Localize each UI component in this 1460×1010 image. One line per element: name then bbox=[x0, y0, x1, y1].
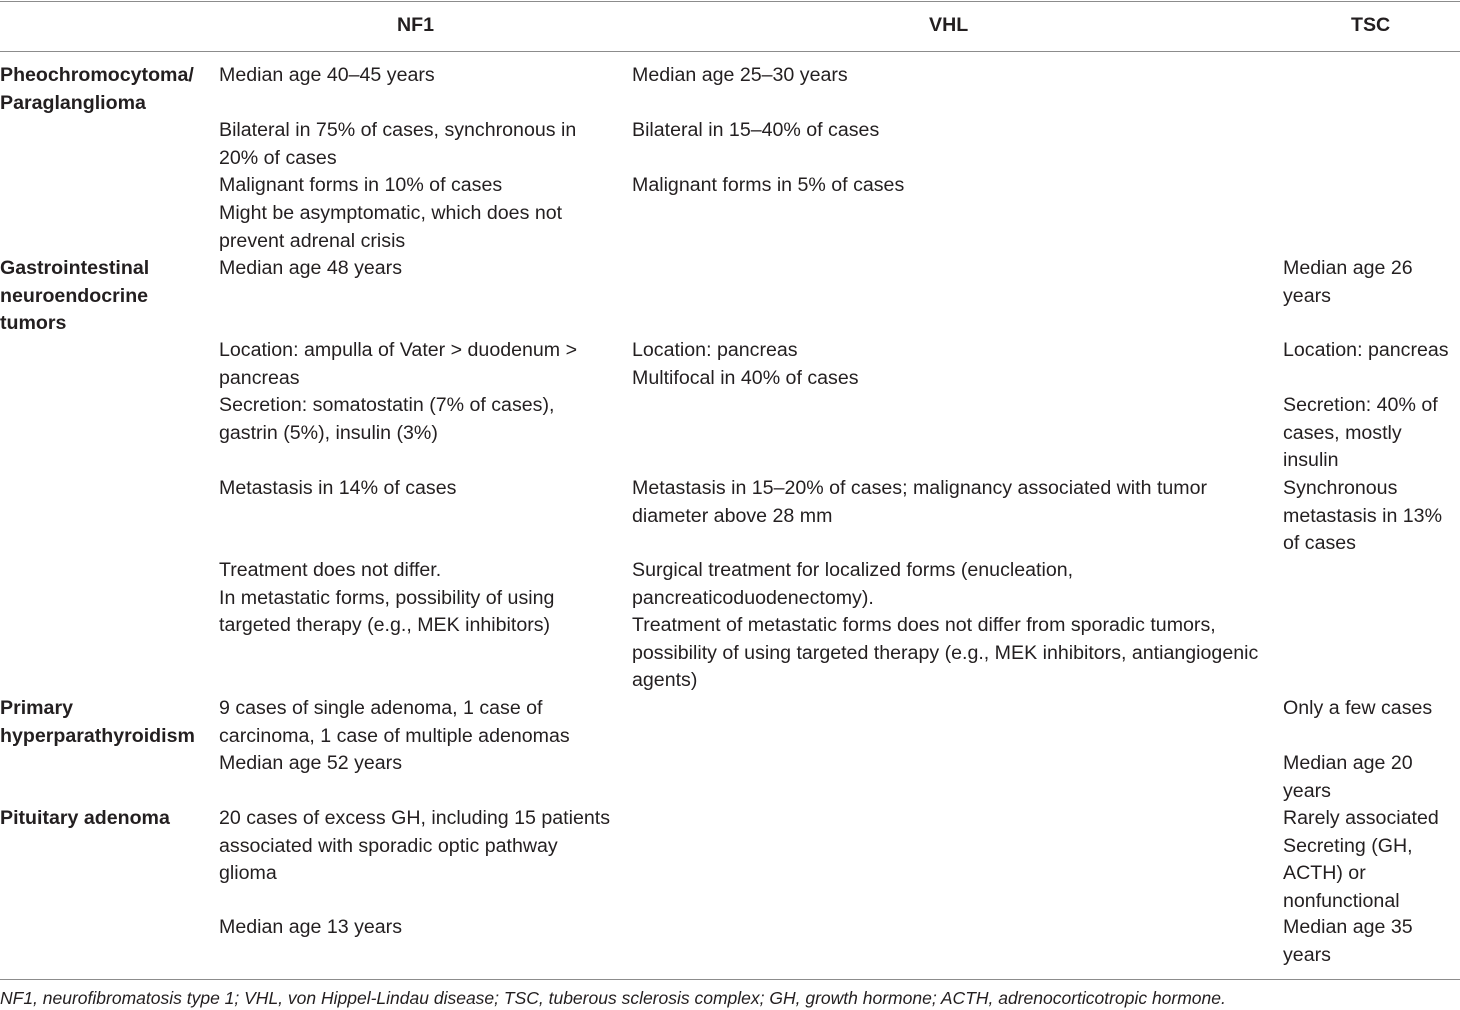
cell-line: possibility of using targeted therapy (e.g., MEK inhibitors, antiangiogenic bbox=[632, 641, 1259, 664]
table-cell-nf1 bbox=[219, 172, 502, 200]
row-label bbox=[0, 62, 194, 117]
cell-line: Location: pancreas bbox=[632, 339, 798, 361]
row-label-line: Pituitary adenoma bbox=[0, 807, 170, 829]
table-cell-nf1 bbox=[219, 475, 456, 503]
table-cell-vhl bbox=[632, 172, 904, 200]
cell-line: Multifocal in 40% of cases bbox=[632, 366, 859, 389]
cell-line: Secretion: somatostatin (7% of cases), bbox=[219, 394, 555, 416]
cell-line: Synchronous bbox=[1283, 477, 1398, 499]
table-cell-tsc bbox=[1283, 475, 1442, 558]
table-cell-nf1 bbox=[219, 557, 554, 640]
cell-line: gastrin (5%), insulin (3%) bbox=[219, 421, 438, 444]
table-cell-vhl bbox=[632, 337, 859, 392]
cell-line: pancreaticoduodenectomy). bbox=[632, 586, 874, 609]
cell-line: cases, mostly bbox=[1283, 421, 1402, 444]
row-label-line: Paraglanglioma bbox=[0, 91, 146, 114]
cell-line: Bilateral in 15–40% of cases bbox=[632, 119, 880, 141]
cell-line: diameter above 28 mm bbox=[632, 504, 833, 527]
cell-line: metastasis in 13% bbox=[1283, 504, 1442, 527]
cell-line: Treatment does not differ. bbox=[219, 559, 442, 581]
cell-line: Location: ampulla of Vater > duodenum > bbox=[219, 339, 578, 361]
cell-line: pancreas bbox=[219, 366, 300, 389]
cell-line: 20 cases of excess GH, including 15 patients bbox=[219, 807, 611, 829]
cell-line: glioma bbox=[219, 862, 277, 884]
cell-line: Metastasis in 14% of cases bbox=[219, 477, 457, 499]
table-cell-nf1 bbox=[219, 337, 577, 392]
table-bottom-rule bbox=[0, 979, 1460, 980]
table-cell-vhl bbox=[632, 557, 1258, 695]
cell-line: Median age 52 years bbox=[219, 752, 402, 774]
table-cell-nf1 bbox=[219, 117, 576, 172]
table-cell-nf1 bbox=[219, 392, 554, 447]
table-cell-tsc bbox=[1283, 255, 1413, 310]
table-cell-tsc bbox=[1283, 914, 1413, 969]
row-label-line: tumors bbox=[0, 312, 67, 334]
cell-line: Treatment of metastatic forms does not differ from sporadic tumors, bbox=[632, 614, 1216, 636]
table-cell-nf1 bbox=[219, 200, 562, 255]
cell-line: 9 cases of single adenoma, 1 case of bbox=[219, 697, 543, 719]
cell-line: years bbox=[1283, 943, 1331, 966]
row-label bbox=[0, 695, 195, 750]
cell-line: Malignant forms in 10% of cases bbox=[219, 174, 503, 196]
cell-line: Median age 20 bbox=[1283, 752, 1413, 774]
table-cell-nf1 bbox=[219, 695, 570, 750]
cell-line: prevent adrenal crisis bbox=[219, 229, 406, 252]
table-cell-tsc bbox=[1283, 750, 1413, 805]
row-label-line: hyperparathyroidism bbox=[0, 724, 195, 747]
table-cell-nf1 bbox=[219, 255, 402, 283]
cell-line: Metastasis in 15–20% of cases; malignancy associated with tumor bbox=[632, 477, 1208, 499]
cell-line: agents) bbox=[632, 669, 698, 691]
table-cell-nf1 bbox=[219, 914, 402, 942]
cell-line: ACTH) or bbox=[1283, 862, 1366, 884]
cell-line: Secretion: 40% of bbox=[1283, 394, 1438, 416]
cell-line: Only a few cases bbox=[1283, 697, 1433, 719]
cell-line: of cases bbox=[1283, 532, 1356, 554]
column-header-tsc: TSC bbox=[1351, 14, 1391, 36]
cell-line: Surgical treatment for localized forms (enucleation, bbox=[632, 559, 1074, 581]
cell-line: Median age 35 bbox=[1283, 916, 1413, 938]
cell-line: Might be asymptomatic, which does not bbox=[219, 202, 563, 224]
table-cell-tsc bbox=[1283, 337, 1449, 365]
cell-line: Malignant forms in 5% of cases bbox=[632, 174, 905, 196]
column-header-nf1: NF1 bbox=[397, 14, 435, 36]
cell-line: Secreting (GH, bbox=[1283, 834, 1413, 857]
row-label-line: Gastrointestinal bbox=[0, 257, 150, 279]
cell-line: Median age 25–30 years bbox=[632, 64, 848, 86]
cell-line: nonfunctional bbox=[1283, 889, 1400, 912]
table-cell-tsc bbox=[1283, 695, 1432, 723]
table-cell-nf1 bbox=[219, 750, 402, 778]
cell-line: years bbox=[1283, 779, 1331, 802]
cell-line: Bilateral in 75% of cases, synchronous in bbox=[219, 119, 577, 141]
cell-line: Rarely associated bbox=[1283, 807, 1439, 829]
table-footnote: NF1, neurofibromatosis type 1; VHL, von Hippel-Lindau disease; TSC, tuberous sclerosis complex; GH, growth hormone; ACTH, adrenocorticotropic hormone. bbox=[0, 988, 1226, 1008]
table-cell-nf1 bbox=[219, 805, 610, 888]
cell-line: Median age 13 years bbox=[219, 916, 402, 938]
table-cell-vhl bbox=[632, 117, 879, 145]
header-rule bbox=[0, 51, 1460, 52]
row-label-line: Primary bbox=[0, 697, 73, 719]
cell-line: Median age 40–45 years bbox=[219, 64, 435, 86]
table-cell-tsc bbox=[1283, 805, 1439, 915]
table-cell-vhl bbox=[632, 475, 1207, 530]
table-cell-tsc bbox=[1283, 392, 1438, 475]
table-cell-vhl bbox=[632, 62, 848, 90]
cell-line: carcinoma, 1 case of multiple adenomas bbox=[219, 724, 570, 747]
cell-line: targeted therapy (e.g., MEK inhibitors) bbox=[219, 614, 551, 636]
cell-line: Median age 48 years bbox=[219, 257, 402, 279]
row-label-line: neuroendocrine bbox=[0, 284, 149, 307]
column-header-vhl: VHL bbox=[929, 14, 969, 36]
cell-line: insulin bbox=[1283, 449, 1339, 471]
cell-line: associated with sporadic optic pathway bbox=[219, 834, 558, 857]
row-label bbox=[0, 805, 170, 833]
table-top-rule bbox=[0, 1, 1460, 2]
row-label-line: Pheochromocytoma/ bbox=[0, 64, 194, 86]
cell-line: 20% of cases bbox=[219, 146, 337, 169]
cell-line: Median age 26 bbox=[1283, 257, 1413, 279]
cell-line: Location: pancreas bbox=[1283, 339, 1449, 361]
table-cell-nf1 bbox=[219, 62, 435, 90]
cell-line: years bbox=[1283, 284, 1331, 307]
cell-line: In metastatic forms, possibility of using bbox=[219, 586, 555, 609]
row-label bbox=[0, 255, 149, 338]
